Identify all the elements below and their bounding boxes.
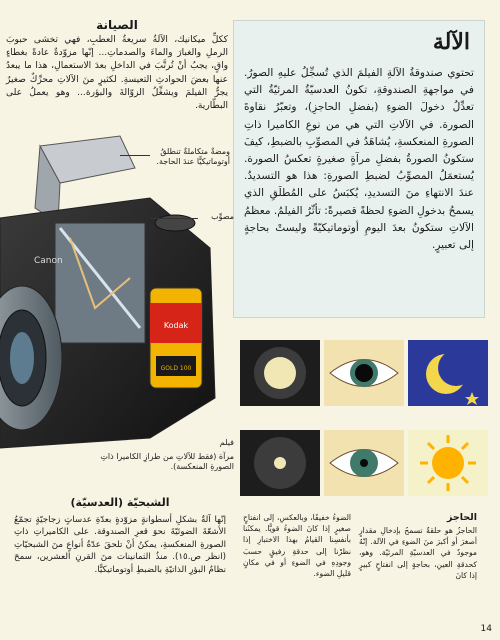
leader-flash [120,155,150,156]
label-mirror: مرآة (فقط للآلاتِ من طرازِ الكاميرا ذاتِ الصورةِ المنعكسة). [100,452,234,471]
box-title: الآلة [432,29,470,55]
camera-cutaway-illustration [0,128,240,458]
diaphragm-heading: الحاجز [447,512,477,523]
diaphragm-section [359,512,477,581]
lens-heading: الشبحيّة (العدسيّة) [70,496,170,509]
leader-viewfinder [150,218,198,219]
eye-dilated-panel [324,340,404,406]
day-sun-panel [408,430,488,496]
label-film: فيلم [219,438,234,447]
box-body: تحتوي صندوقةُ الآلةِ الفيلمَ الذي تُسجِّلُ عليهِ الصورُ. في مواجهةِ الصندوقةِ، تكونُ العدسيّةُ المرئيّةُ التي تعدِّلُ دخولَ الضوءِ (بفضلِ الحاجزِ)، وتعبّرُ نقاوةَ الصورة. في الآلاتِ التي هي من نوعِ الكاميرا ذاتِ الصورةِ المنعكسةِ، يُشاهَدُ في المصوِّبِ بالضبطِ، كيفَ ستكونُ الصورةُ بفضلِ مرآةٍ صغيرةٍ تعكسُ الصورة. يُستعمَلُ المصوِّبُ لضبطِ الصورةِ: هذا هو التسديدُ. عندَ الانتهاءِ منَ التسديدِ، يُكبَسُ على المُطلَقِ الذي يسمحُ بدخولِ الضوءِ لحظةً قصيرةً: تأثّرُ الفيلمُ. معظمُ الآلاتِ ستكونُ بعدَ اليومِ أوتوماتيكيّةً وليستْ بحاجةٍ إلى تعبيرٍ. [244,67,474,252]
lens-section [14,496,226,576]
pupil-comparison-text: الضوءُ خفيفًا، وبالعكسِ، إلى انفتاحٍ صغيرٍ إذا كانَ الضوءُ قويًّا. يمكنُنا بأنفسِنا القيامُ بهذا الاختبارِ إذا نظرْنا إلى حدقةِ رفيقٍ حسبَ وجودِهِ في الضوءِ أو في مكانٍ قليلِ الضوء. [243,513,351,579]
diaphragm-open-panel [240,340,320,406]
lens-text: إنّها آلةٌ بشكلِ أسطوانةٍ مزوّدةٍ بعدّةِ عدساتٍ زجاجيّةٍ تجمّعُ الأشعّةَ الضوئيّةَ نحوَ قعرِ الصندوقة. على الكاميراتِ ذاتِ الصورةِ المنعكسةِ، يمكنُ أنْ تلحقَ عدّةُ أنواعٍ منَ الشبحيّاتِ (انظر ص.١٥). منذُ الثمانينات منَ القرنِ العشرين، سمحَ نظامُ البؤرِ الذاتيّةِ بالضبطِ أوتوماتيكيًّا. [14,515,226,575]
label-viewfinder: مصوِّب [211,212,234,221]
film-brand-text: Kodak [163,321,189,330]
maintenance-text: ككلِّ ميكانيك، الآلةُ سريعةُ العطبِ، فهي تخشى حبوبَ الرملِ والغبارَ والماءَ والصدماتِ... إنّها مزوّدةٌ عادةً بغطاءٍ واقٍ، يجبُ أنْ تُرتَّبَ في الداخلِ بعدَ الاستعمالِ، هذا ما يبعدُ عنها بعضَ الحوادثِ التعيسةِ. لكثيرٍ منَ الآلاتِ محرِّكٌ صغيرٌ يجرُّ الفيلمَ ويشغِّلُ الزوّالةَ والبؤرة... وهو يعملُ على البطّارية. [6,35,228,112]
night-moon-panel [408,340,488,406]
camera-info-box [233,20,485,318]
label-flash: ومضةٌ متكاملةٌ تنطلقُ أوتوماتيكيًّا عندَ الحاجة. [156,147,230,166]
diaphragm-text: الحاجزُ هو حلقةٌ تسمحُ بإدخالِ مقدارٍ أصغرَ أو أكبرَ منَ الضوءِ في الآلة. إنّهُ موجودٌ في العدسيّةِ المرئيّة. وهو، كحدقةِ العينِ، بحاجةٍ إلى انفتاحٍ كبيرٍ إذا كانَ [359,526,477,580]
page-number: 14 [480,624,492,634]
maintenance-heading: الصيانة [96,18,138,32]
eye-constricted-panel [324,430,404,496]
diaphragm-closed-panel [240,430,320,496]
maintenance-section [6,18,228,113]
film-label-text: GOLD 100 [160,365,192,372]
camera-brand-text: Canon [34,256,63,266]
